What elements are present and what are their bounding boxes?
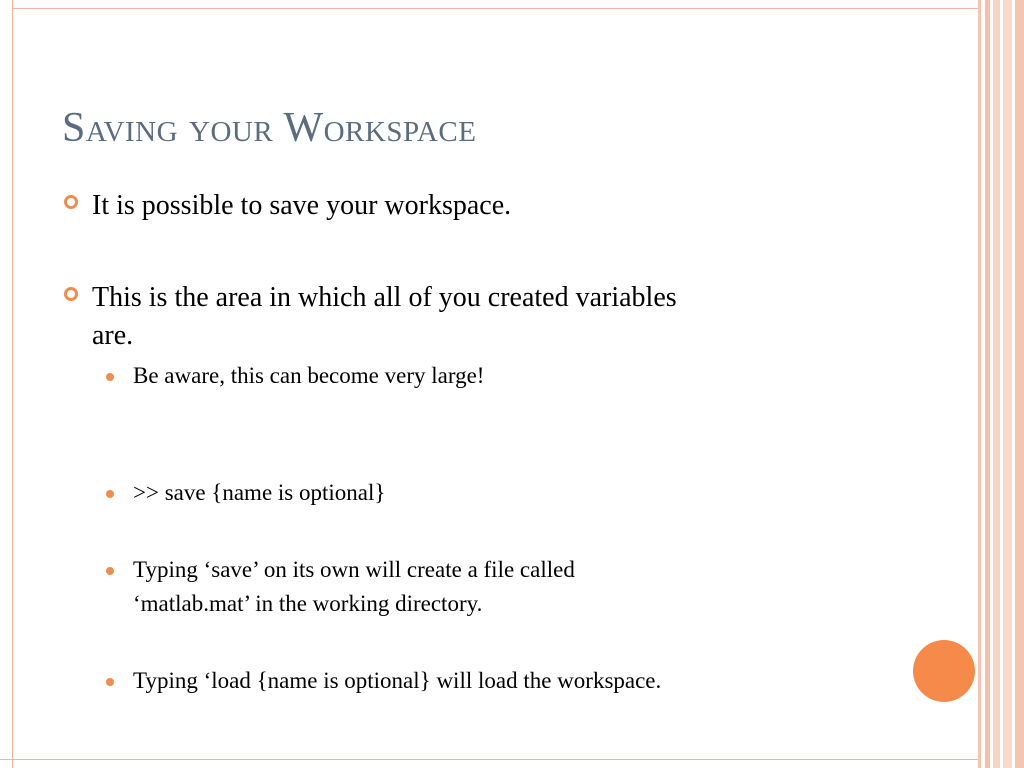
- left-frame-line: [0, 0, 13, 768]
- bullet-dot-icon: [106, 490, 114, 498]
- decorative-stripe: [1015, 0, 1024, 768]
- decorative-stripe: [985, 0, 990, 768]
- bullet-text-line-1: This is the area in which all of you created variables: [92, 282, 677, 313]
- bottom-frame-line: [0, 759, 980, 768]
- sub-bullet-text: >> save {name is optional}: [133, 480, 386, 505]
- bullet-ring-icon: [64, 287, 78, 301]
- bullet-text: It is possible to save your workspace.: [92, 190, 512, 221]
- sub-bullet-text: Be aware, this can become very large!: [133, 363, 485, 388]
- top-frame-line: [0, 0, 980, 9]
- bullet-dot-icon: [106, 678, 114, 686]
- decorative-stripe: [1003, 0, 1012, 768]
- decorative-circle: [913, 640, 975, 702]
- bullet-dot-icon: [106, 567, 114, 575]
- slide-title: Saving your Workspace: [62, 105, 477, 151]
- bullet-ring-icon: [64, 195, 78, 209]
- bullet-text-line-2: are.: [92, 320, 134, 351]
- sub-bullet-text-line-1: Typing ‘save’ on its own will create a file called: [133, 557, 575, 582]
- decorative-stripe: [993, 0, 1000, 768]
- bullet-dot-icon: [106, 373, 114, 381]
- sub-bullet-text-line-2: ‘matlab.mat’ in the working directory.: [133, 591, 483, 616]
- decorative-stripe: [978, 0, 981, 768]
- sub-bullet-text: Typing ‘load {name is optional} will load the workspace.: [133, 668, 662, 693]
